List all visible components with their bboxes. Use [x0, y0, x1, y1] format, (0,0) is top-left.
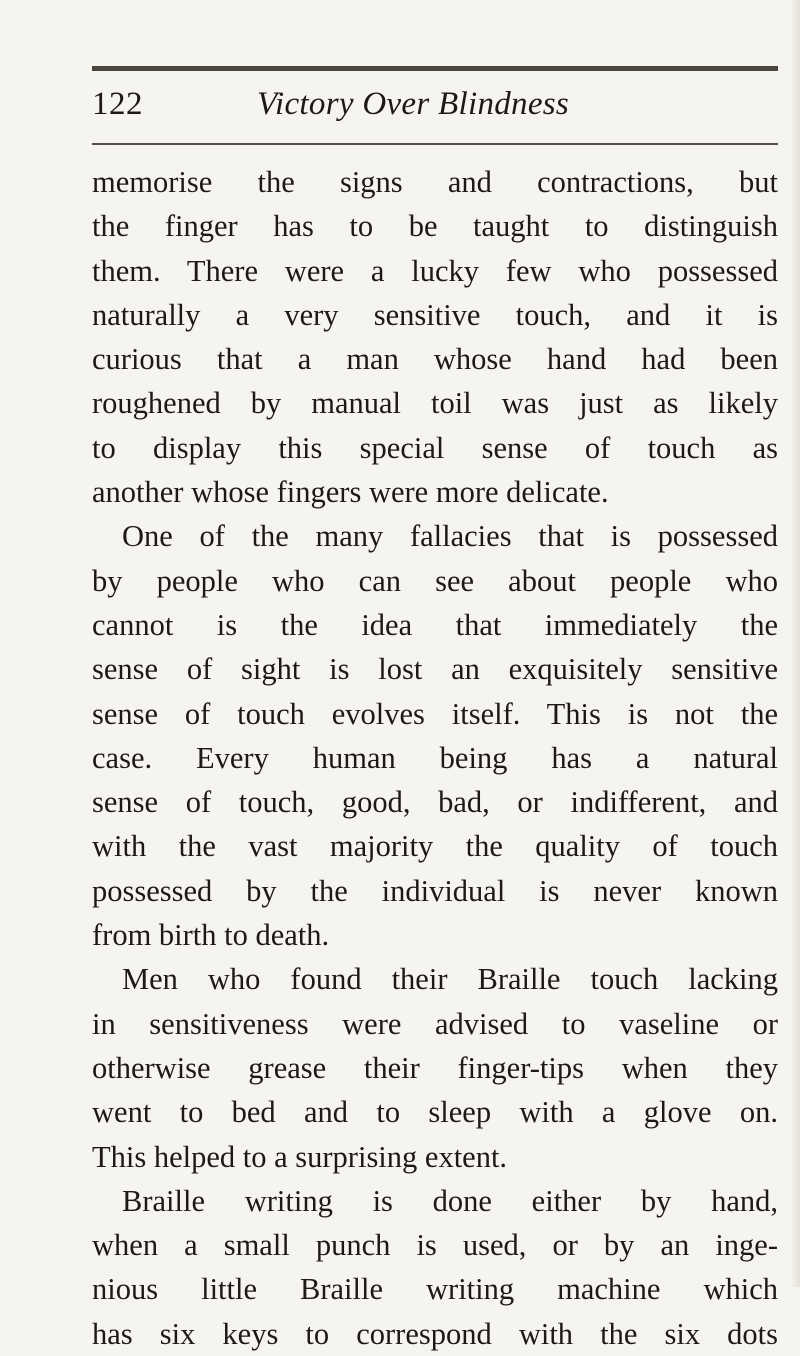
text-line: memorise the signs and contractions, but	[92, 165, 778, 199]
page-header	[92, 86, 778, 136]
text-line: cannot is the idea that immediately the	[92, 607, 778, 642]
text-line: has six keys to correspond with the six dots	[92, 1316, 778, 1351]
body-text	[92, 160, 778, 1356]
text-line: possessed by the individual is never known	[92, 873, 778, 908]
text-line: sense of touch, good, bad, or indifferent, and	[92, 785, 778, 820]
page-number: 122	[92, 86, 143, 122]
text-line: Men who found their Braille touch lacking	[122, 962, 778, 997]
text-line: roughened by manual toil was just as likely	[92, 386, 778, 421]
text-line: by people who can see about people who	[92, 563, 778, 598]
text-line: otherwise grease their finger-tips when they	[92, 1050, 778, 1085]
text-line: in sensitiveness were advised to vaseline or	[92, 1006, 778, 1041]
text-line: sense of sight is lost an exquisitely sensitive	[92, 652, 778, 687]
text-line: with the vast majority the quality of touch	[92, 829, 778, 864]
text-line: case. Every human being has a natural	[92, 740, 778, 775]
text-line: the finger has to be taught to distinguish	[92, 209, 778, 244]
text-line: This helped to a surprising extent.	[92, 1139, 508, 1174]
text-line: One of the many fallacies that is possessed	[122, 519, 778, 554]
text-line: went to bed and to sleep with a glove on.	[92, 1095, 778, 1130]
text-line: curious that a man whose hand had been	[92, 342, 778, 377]
text-line: sense of touch evolves itself. This is not the	[92, 696, 778, 731]
text-line: nious little Braille writing machine which	[92, 1272, 778, 1307]
text-line: when a small punch is used, or by an inge-	[92, 1228, 778, 1263]
page-edge-shadow	[790, 0, 800, 1287]
text-line: to display this special sense of touch as	[92, 430, 778, 465]
text-line: Braille writing is done either by hand,	[122, 1183, 778, 1218]
text-line: them. There were a lucky few who possessed	[92, 253, 778, 288]
text-line: from birth to death.	[92, 918, 330, 953]
paragraph	[92, 957, 778, 1178]
paragraph	[92, 514, 778, 957]
top-rule	[92, 66, 778, 71]
running-title: Victory Over Blindness	[257, 86, 570, 122]
text-line: another whose fingers were more delicate.	[92, 475, 609, 510]
text-line: naturally a very sensitive touch, and it is	[92, 297, 778, 332]
paragraph	[92, 1179, 778, 1356]
header-rule	[92, 143, 778, 145]
paragraph	[92, 160, 778, 514]
